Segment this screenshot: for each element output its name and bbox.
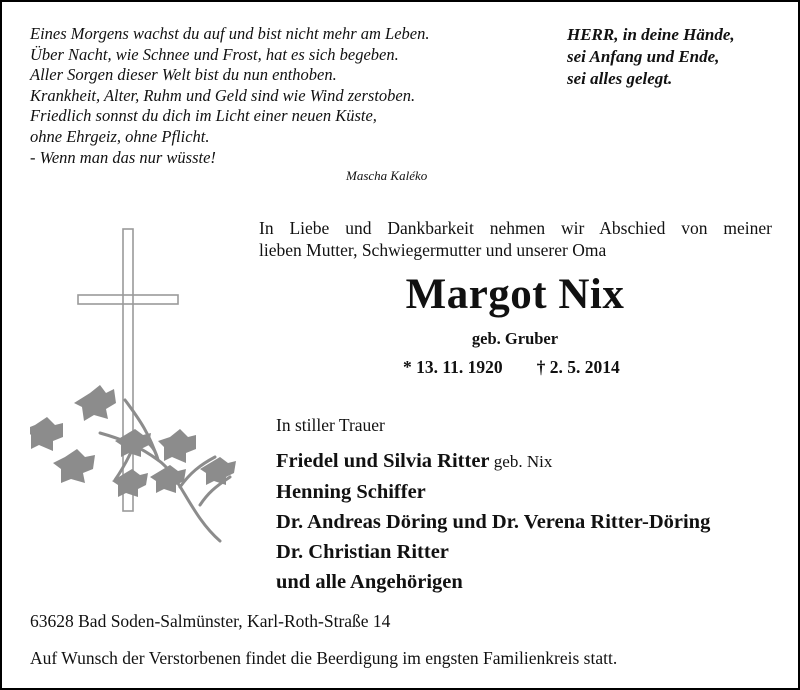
- poem-line: Krankheit, Alter, Ruhm und Geld sind wie Wind zerstoben.: [30, 85, 416, 105]
- psalm-verse: [567, 24, 735, 90]
- mourner-line: [276, 477, 710, 507]
- mourners-list: [276, 446, 710, 597]
- death-date: † 2. 5. 2014: [536, 357, 620, 377]
- mourner-line: [276, 507, 710, 537]
- psalm-line: HERR, in deine Hände,: [567, 25, 735, 44]
- mourner-suffix: geb. Nix: [489, 452, 553, 471]
- mourner-line: [276, 567, 710, 597]
- mourner-name: Dr. Andreas Döring und Dr. Verena Ritter-Döring: [276, 511, 711, 533]
- poem: [30, 24, 429, 168]
- intro-line: lieben Mutter, Schwiegermutter und unserer Oma: [259, 240, 607, 260]
- birth-name: geb. Gruber: [471, 329, 559, 348]
- poem-line: Eines Morgens wachst du auf und bist nicht mehr am Leben.: [30, 24, 430, 43]
- birth-date: * 13. 11. 1920: [403, 357, 503, 377]
- funeral-note: Auf Wunsch der Verstorbenen findet die Beerdigung im engsten Familienkreis statt.: [30, 648, 618, 668]
- life-dates: [403, 357, 620, 378]
- poem-author: Mascha Kaléko: [346, 168, 428, 183]
- poem-line: Aller Sorgen dieser Welt bist du nun enthoben.: [30, 65, 337, 85]
- poem-line: Über Nacht, wie Schnee und Frost, hat es sich begeben.: [30, 44, 399, 64]
- poem-line: - Wenn man das nur wüsste!: [30, 147, 216, 167]
- psalm-line: sei Anfang und Ende,: [567, 47, 720, 66]
- intro-text: [259, 217, 772, 261]
- intro-line: In Liebe und Dankbarkeit nehmen wir Abschied von meiner: [259, 218, 772, 238]
- address: 63628 Bad Soden-Salmünster, Karl-Roth-Straße 14: [30, 611, 391, 631]
- psalm-line: sei alles gelegt.: [567, 69, 673, 88]
- mourner-name: und alle Angehörigen: [276, 571, 463, 593]
- deceased-name: Margot Nix: [405, 271, 625, 318]
- mourner-name: Dr. Christian Ritter: [276, 541, 449, 563]
- poem-line: Friedlich sonnst du dich im Licht einer neuen Küste,: [30, 106, 377, 126]
- mourner-line: [276, 446, 710, 477]
- mourner-name: Henning Schiffer: [276, 481, 426, 503]
- mourning-intro: In stiller Trauer: [276, 415, 385, 435]
- mourner-line: [276, 537, 710, 567]
- poem-line: ohne Ehrgeiz, ohne Pflicht.: [30, 126, 210, 146]
- mourner-name: Friedel und Silvia Ritter: [276, 450, 490, 472]
